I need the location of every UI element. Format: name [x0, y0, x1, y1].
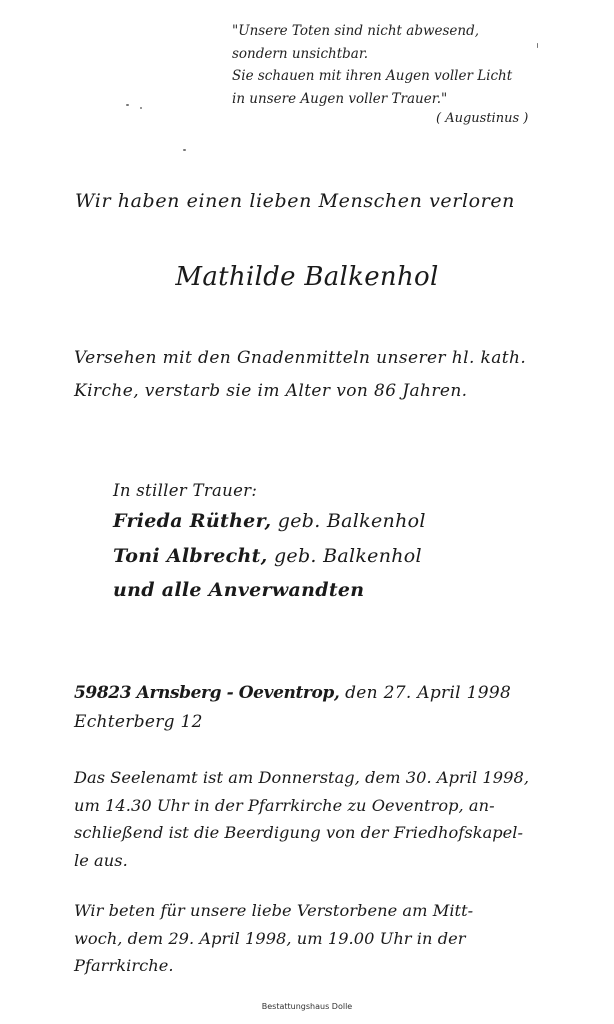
scan-speck: [126, 104, 129, 106]
service-line: schließend ist die Beerdigung von der Friedhofskapel-: [74, 823, 524, 842]
mourners-label: In stiller Trauer:: [113, 481, 258, 500]
intro-line: Kirche, verstarb sie im Alter von 86 Jahren.: [74, 381, 468, 401]
place: 59823 Arnsberg - Oeventrop,: [74, 683, 340, 703]
service-paragraph: [74, 764, 552, 874]
service-line: Das Seelenamt ist am Donnerstag, dem 30. April 1998,: [74, 768, 530, 787]
prayer-paragraph: [74, 897, 552, 980]
mourner-1-birthname: geb. Balkenhol: [271, 510, 426, 532]
street-address: Echterberg 12: [74, 712, 203, 732]
mourner-2: [113, 545, 422, 567]
prayer-line: Wir beten für unsere liebe Verstorbene am Mitt-: [74, 901, 474, 920]
intro-text: [74, 342, 526, 408]
service-line: le aus.: [74, 850, 128, 870]
quote-line: in unsere Augen voller Trauer.": [232, 90, 448, 107]
quote-line: sondern unsichtbar.: [232, 45, 369, 62]
deceased-name: Mathilde Balkenhol: [175, 262, 439, 292]
scan-speck: [183, 149, 186, 151]
headline: Wir haben einen lieben Menschen verloren: [75, 190, 516, 212]
mourner-1-name: Frieda Rüther,: [113, 510, 272, 532]
quote-line: "Unsere Toten sind nicht abwesend,: [232, 23, 480, 39]
scan-speck: [537, 43, 538, 48]
mourner-2-name: Toni Albrecht,: [113, 545, 268, 567]
mourner-1: [113, 510, 426, 532]
other-relatives: und alle Anverwandten: [113, 579, 365, 601]
date: den 27. April 1998: [339, 683, 512, 703]
scan-speck: [140, 107, 142, 109]
quote-line: Sie schauen mit ihren Augen voller Licht: [232, 68, 513, 84]
service-line: um 14.30 Uhr in der Pfarrkirche zu Oeventrop, an-: [74, 795, 495, 815]
funeral-home-credit: Bestattungshaus Dolle: [261, 1002, 353, 1011]
prayer-line: woch, dem 29. April 1998, um 19.00 Uhr in der: [74, 928, 466, 948]
quote-block: [232, 20, 512, 110]
quote-author: ( Augustinus ): [436, 111, 529, 126]
prayer-line: Pfarrkirche.: [74, 956, 174, 975]
intro-line: Versehen mit den Gnadenmitteln unserer hl. kath.: [74, 348, 527, 368]
mourner-2-birthname: geb. Balkenhol: [267, 545, 422, 567]
place-date: [74, 683, 511, 703]
